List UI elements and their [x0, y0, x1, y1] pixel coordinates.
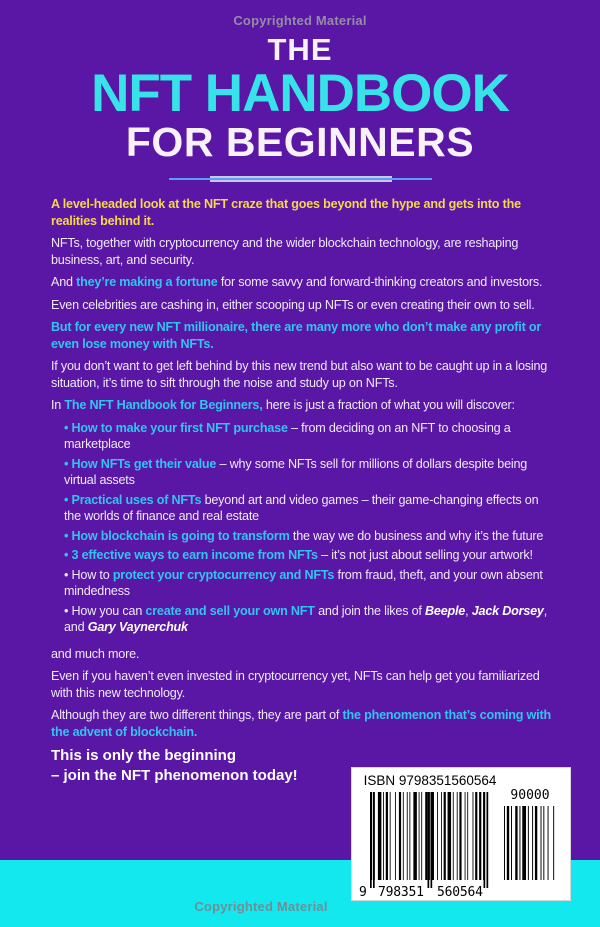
bullet-item: • How to protect your cryptocurrency and NFTs from fraud, theft, and your own absent mindedness [64, 567, 543, 598]
paragraph: Although they are two different things, they are part of the phenomenon that’s coming with the advent of blockchain. [51, 708, 551, 739]
bullet-dot: • [64, 492, 72, 507]
bullet-item: • 3 effective ways to earn income from NFTs – it’s not just about selling your artwork! [64, 548, 533, 562]
copyright-banner-top: Copyrighted Material [233, 13, 367, 28]
paragraph: This is only the beginning – join the NFT phenomenon today! [51, 747, 298, 784]
isbn-barcode [352, 768, 570, 900]
divider-blue-line [169, 178, 432, 180]
paragraph: And they’re making a fortune for some savvy and forward-thinking creators and investors. [51, 275, 543, 289]
copyright-banner-bottom: Copyrighted Material [194, 899, 328, 914]
title-line-for-beginners: FOR BEGINNERS [125, 119, 475, 165]
back-cover-blurb [0, 183, 600, 786]
bullet-item: • Practical uses of NFTs beyond art and video games – their game-changing effects on the worlds of finance and real estate [64, 492, 539, 523]
bullet-dot: • [64, 528, 72, 543]
paragraph: In The NFT Handbook for Beginners, here is just a fraction of what you will discover: [51, 398, 515, 412]
bullet-item: • How you can create and sell your own NFT and join the likes of Beeple, Jack Dorsey, and Gary Vaynerchuk [64, 603, 548, 634]
paragraph: But for every new NFT millionaire, there are many more who don’t make any profit or even lose money with NFTs. [51, 320, 542, 351]
barcode-digit-group1: 798351 [378, 885, 424, 900]
paragraph: A level-headed look at the NFT craze that goes beyond the hype and gets into the realities behind it. [51, 197, 521, 228]
bullet-dot: • [64, 567, 72, 582]
bullet-item: • How blockchain is going to transform the way we do business and why it’s the future [64, 528, 544, 543]
book-title [0, 33, 600, 164]
bullet-dot: • [64, 456, 72, 471]
bullet-item: • How to make your first NFT purchase – from deciding on an NFT to choosing a marketplace [64, 420, 511, 451]
barcode-price-code: 90000 [510, 788, 550, 803]
title-line-the: THE [267, 32, 333, 67]
title-line-nft-handbook: NFT HANDBOOK [91, 64, 509, 123]
paragraph: NFTs, together with cryptocurrency and the wider blockchain technology, are reshaping business, art, and security. [51, 236, 519, 267]
barcode-digit-group2: 560564 [437, 885, 483, 900]
isbn-label: ISBN 9798351560564 [363, 773, 497, 788]
title-divider [169, 176, 432, 183]
paragraph: If you don’t want to get left behind by this new trend but also want to be caught up in a losing situation, it’s time to sift through the noise and study up on NFTs. [51, 359, 548, 390]
paragraph: and much more. [51, 646, 140, 661]
bullet-dot: • [64, 548, 72, 562]
barcode-digit-left: 9 [359, 885, 367, 900]
bullet-dot: • [64, 420, 72, 435]
paragraph: Even if you haven’t even invested in cryptocurrency yet, NFTs can help get you familiarized with this new technology. [51, 669, 540, 700]
bullet-item: • How NFTs get their value – why some NFTs sell for millions of dollars despite being virtual assets [64, 456, 528, 487]
barcode-graphic [352, 768, 570, 900]
paragraph: Even celebrities are cashing in, either scooping up NFTs or even creating their own to sell. [51, 297, 535, 312]
bullet-dot: • [64, 603, 72, 618]
